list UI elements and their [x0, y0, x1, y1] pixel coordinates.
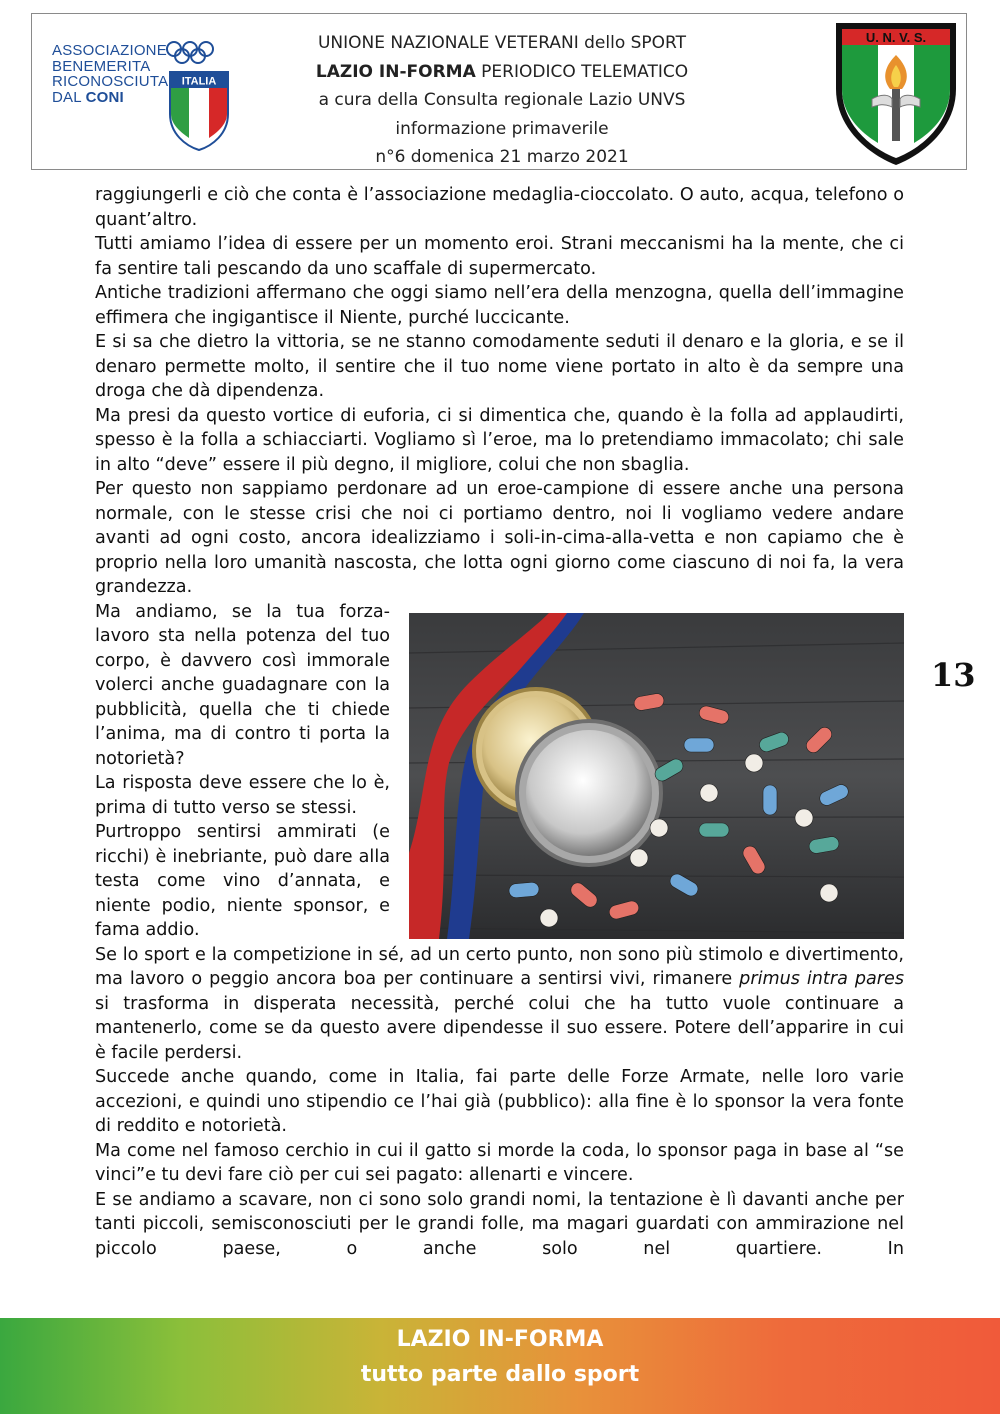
- paragraph: Purtroppo sentirsi ammirati (e ricchi) è inebriante, può dare alla testa come vino d’annata, e niente podio, niente sponsor, e fama addio.: [95, 822, 390, 940]
- masthead-line-1: UNIONE NAZIONALE VETERANI dello SPORT: [317, 33, 687, 53]
- paragraph: Ma come nel famoso cerchio in cui il gatto si morde la coda, lo sponsor paga in base al “se vinci”e tu devi fare ciò per cui sei pagato: allenarti e vincere.: [95, 1140, 904, 1185]
- paragraph: Tutti amiamo l’idea di essere per un momento eroi. Strani meccanismi ha la mente, che ci fa sentire tali pescando da uno scaffale di supermercato.: [95, 234, 904, 279]
- coni-line-4: [52, 90, 168, 106]
- coni-line-1: ASSOCIAZIONE: [52, 42, 167, 59]
- coni-line-3: RICONOSCIUTA: [52, 73, 169, 90]
- paragraph: Per questo non sappiamo perdonare ad un eroe-campione di essere anche una persona normale, con le stesse crisi che noi ci portiamo dentro, noi li vogliamo vedere andare avanti ad ogni costo, ancora idealizziamo i soli-in-cima-alla-vetta e non capiamo che è proprio nella loro umanità nascosta, che lotta ogni giorno come ciascuno di noi fa, la vera grandezza.: [95, 479, 904, 597]
- coni-logo-text: [52, 43, 168, 105]
- medals-and-pills-photo: [409, 613, 904, 939]
- italia-shield-icon: [168, 70, 230, 152]
- masthead-line-2: [252, 58, 752, 87]
- unvs-label: U. N. V. S.: [865, 30, 927, 45]
- page-footer: [0, 1318, 1000, 1414]
- footer-title: LAZIO IN-FORMA: [396, 1327, 604, 1352]
- coni-line-2: BENEMERITA: [52, 57, 151, 75]
- coni-logo: [42, 40, 232, 150]
- olympic-rings-icon: [164, 40, 226, 66]
- masthead-line-5: n°6 domenica 21 marzo 2021: [375, 147, 629, 167]
- paragraph: Succede anche quando, come in Italia, fai parte delle Forze Armate, nelle loro varie accezioni, e quindi uno stipendio ce l’hai già (pubblico): alla fine è lo sponsor la vera fonte di reddito e notorietà.: [95, 1067, 904, 1136]
- paragraph: Ma presi da questo vortice di euforia, ci si dimentica che, quando è la folla ad applaudirti, spesso è la folla a schiacciarti. Vogliamo sì l’eroe, ma lo pretendiamo immacolato; chi sale in alto “deve” essere il più degno, il migliore, colui che non sbaglia.: [95, 405, 904, 475]
- masthead-subtitle: PERIODICO TELEMATICO: [475, 61, 689, 82]
- masthead: [252, 29, 752, 172]
- page-header: [31, 13, 967, 170]
- paragraph: La risposta deve essere che lo è, prima di tutto verso se stessi.: [95, 773, 390, 818]
- masthead-title: LAZIO IN-FORMA: [315, 61, 476, 82]
- masthead-line-3: a cura della Consulta regionale Lazio UNVS: [318, 90, 686, 110]
- paragraph: [95, 943, 904, 1066]
- coni-name: CONI: [85, 88, 124, 106]
- paragraph: raggiungerli e ciò che conta è l’associazione medaglia-cioccolato. O auto, acqua, telefono o quant’altro.: [95, 185, 904, 230]
- coni-dal: DAL: [52, 88, 82, 106]
- paragraph: Ma andiamo, se la tua forza-lavoro sta nella potenza del tuo corpo, è davvero così immorale volerci anche guadagnare con la pubblicità, quella che ti chiede l’anima, ma di contro ti porta la notorietà?: [95, 601, 390, 769]
- unvs-shield-logo: [832, 19, 960, 169]
- article-body: [95, 183, 904, 1261]
- page-number: 13: [931, 656, 976, 694]
- paragraph: Antiche tradizioni affermano che oggi siamo nell’era della menzogna, quella dell’immagine effimera che ingigantisce il Niente, purché luccicante.: [95, 283, 904, 328]
- latin-phrase: primus intra pares: [739, 969, 904, 989]
- italia-label: ITALIA: [181, 75, 217, 88]
- paragraph-text: si trasforma in disperata necessità, perché colui che ha tutto vuole continuare a mantenerlo, come se da questo avere dipendesse il suo essere. Potere dell’apparire in cui è facile perdersi.: [95, 993, 904, 1063]
- footer-slogan: tutto parte dallo sport: [360, 1362, 640, 1387]
- paragraph: E se andiamo a scavare, non ci sono solo grandi nomi, la tentazione è lì davanti anche per tanti piccoli, semisconosciuti per le grandi folle, ma magari guardati con ammirazione nel piccolo paese, o anche solo nel quartiere. In: [95, 1189, 904, 1259]
- paragraph: E si sa che dietro la vittoria, se ne stanno comodamente seduti il denaro e la gloria, e se il denaro permette molto, il sentire che il tuo nome viene portato in alto è da sempre una droga che dà dipendenza.: [95, 332, 904, 401]
- paragraph-text: Se lo sport e la competizione in sé, ad un certo punto, non sono più stimolo e divertimento, ma lavoro o peggio ancora boa per continuare a sentirsi vivi, rimanere: [95, 944, 904, 989]
- masthead-line-4: informazione primaverile: [395, 118, 609, 139]
